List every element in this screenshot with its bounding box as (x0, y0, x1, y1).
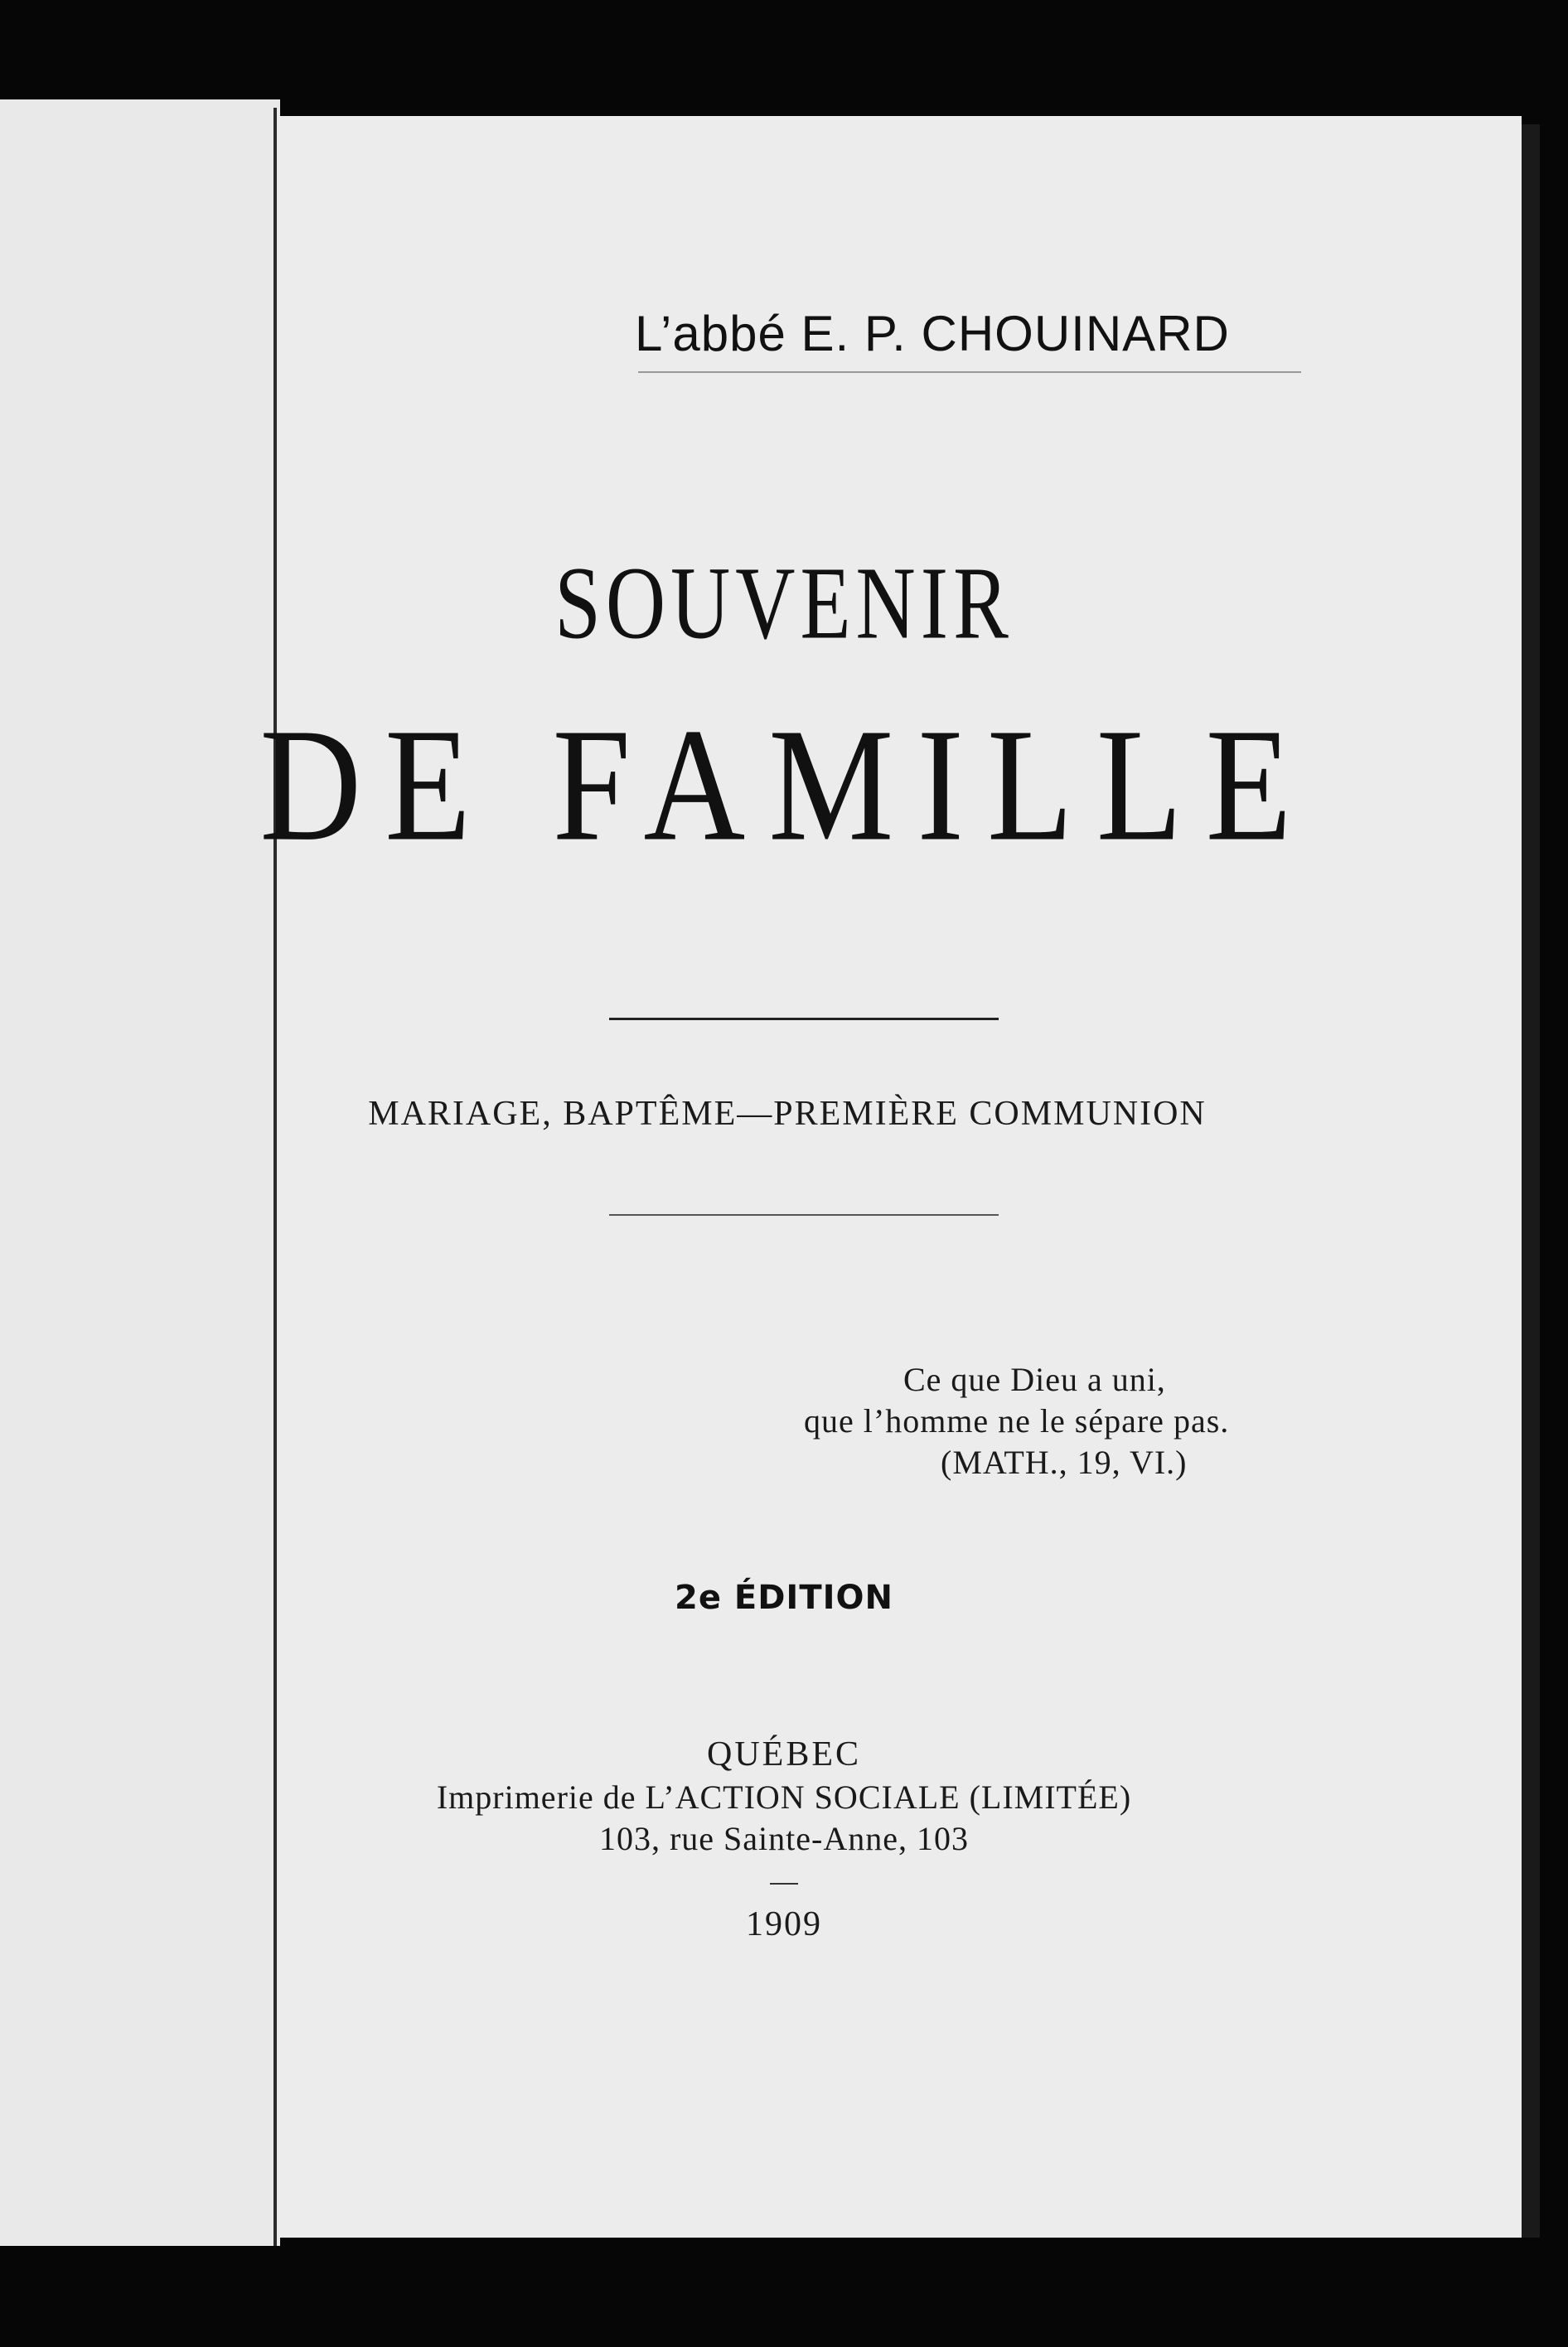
epigraph-line-2: que l’homme ne le sépare pas. (804, 1402, 1230, 1440)
publication-year: 1909 (746, 1905, 822, 1943)
subtitle: MARIAGE, BAPTÊME—PREMIÈRE COMMUNION (368, 1095, 1207, 1133)
imprint-address: 103, rue Sainte-Anne, 103 (598, 1820, 969, 1857)
author-name: L’abbé E. P. CHOUINARD (635, 306, 1230, 361)
subtitle-rule (609, 1214, 999, 1216)
imprint-printer: Imprimerie de L’ACTION SOCIALE (LIMITÉE) (436, 1778, 1132, 1816)
imprint-block (0, 1732, 1568, 1944)
epigraph-citation: (MATH., 19, VI.) (941, 1444, 1188, 1481)
epigraph-line-1: Ce que Dieu a uni, (903, 1361, 1166, 1398)
author-underline (638, 371, 1301, 373)
edition-label: 2e ÉDITION (675, 1579, 893, 1617)
imprint-separator (770, 1883, 798, 1885)
title-rule (609, 1018, 999, 1020)
epigraph (746, 1359, 1309, 1483)
imprint-city: QUÉBEC (707, 1735, 861, 1774)
title-line-1: SOUVENIR (554, 545, 1014, 661)
title-line-2: DE FAMILLE (259, 694, 1315, 875)
